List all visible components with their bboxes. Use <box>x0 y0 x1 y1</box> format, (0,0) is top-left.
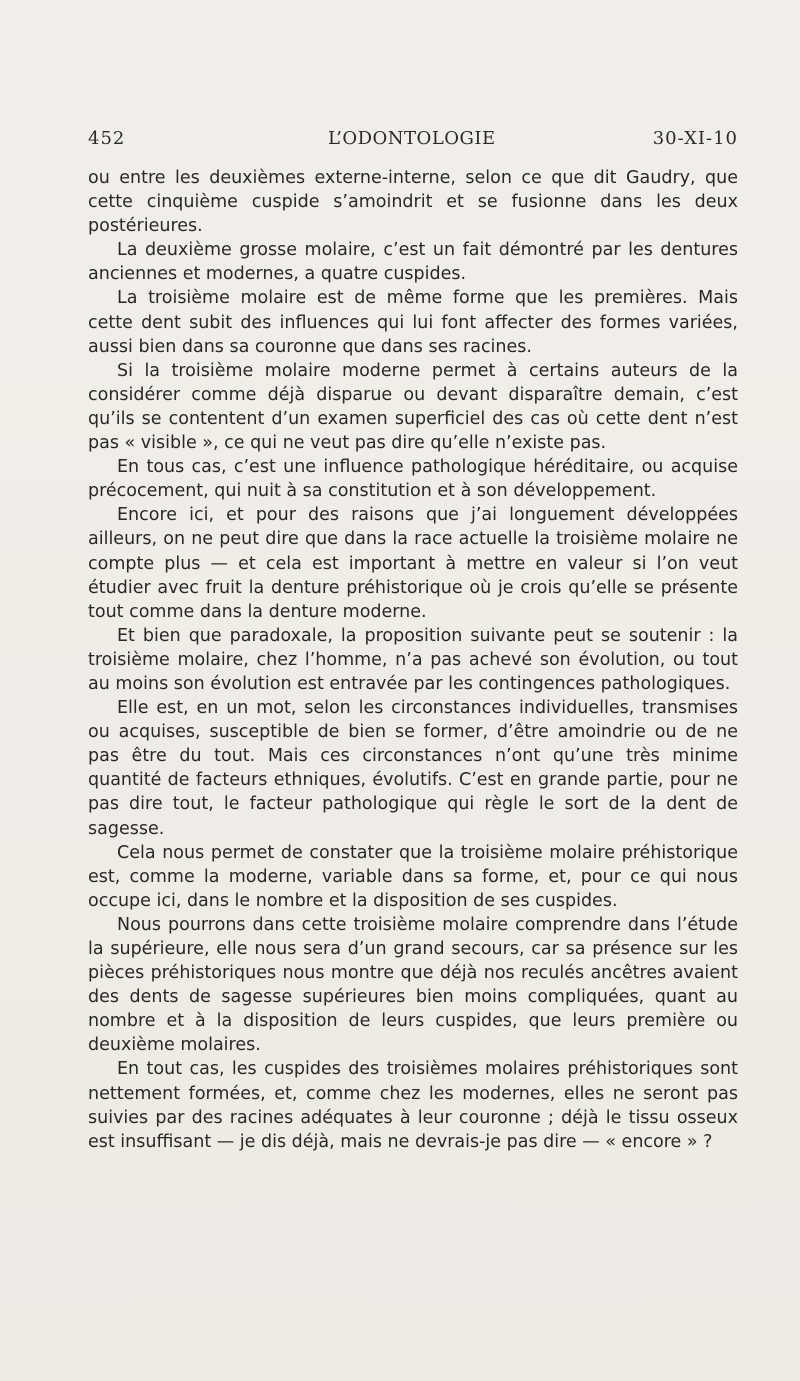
paragraph: ou entre les deuxièmes externe-interne, selon ce que dit Gaudry, que cette cinquième cuspide s’amoindrit et se fusionne dans les deux postérieures. <box>88 168 738 237</box>
paragraph: Elle est, en un mot, selon les circonstances individuelles, transmises ou acquises, susceptible de bien se former, d’être amoindrie ou de ne pas être du tout. Mais ces circonstances n’ont qu’une très minime quantité de facteurs ethniques, évolutifs. C’est en grande partie, pour ne pas dire tout, le facteur pathologique qui règle le sort de la dent de sagesse. <box>88 698 738 839</box>
journal-title: L’ODONTOLOGIE <box>328 128 496 149</box>
paragraph: Cela nous permet de constater que la troisième molaire préhistorique est, comme la moderne, variable dans sa forme, et, pour ce qui nous occupe ici, dans le nombre et la disposition de ses cuspides. <box>88 842 738 911</box>
page-number: 452 <box>88 128 126 149</box>
body-text <box>88 166 738 1154</box>
paragraph: Et bien que paradoxale, la proposition suivante peut se soutenir : la troisième molaire, chez l’homme, n’a pas achevé son évolution, ou tout au moins son évolution est entravée par les contingences pathologiques. <box>88 625 738 694</box>
paragraph: Si la troisième molaire moderne permet à certains auteurs de la considérer comme déjà disparue ou devant disparaître demain, c’est qu’ils se contentent d’un examen superficiel des cas où cette dent n’est pas « visible », ce qui ne veut pas dire qu’elle n’existe pas. <box>88 360 738 454</box>
issue-date: 30-XI-10 <box>652 128 738 149</box>
paragraph: Encore ici, et pour des raisons que j’ai longuement développées ailleurs, on ne peut dire que dans la race actuelle la troisième molaire ne compte plus — et cela est important à mettre en valeur si l’on veut étudier avec fruit la denture préhistorique où je crois qu’elle se présente tout comme dans la denture moderne. <box>88 505 738 622</box>
running-header <box>88 128 738 158</box>
paragraph: La deuxième grosse molaire, c’est un fait démontré par les dentures anciennes et modernes, a quatre cuspides. <box>88 240 738 285</box>
paragraph: La troisième molaire est de même forme que les premières. Mais cette dent subit des influences qui lui font affecter des formes variées, aussi bien dans sa couronne que dans ses racines. <box>88 288 738 357</box>
paragraph: Nous pourrons dans cette troisième molaire comprendre dans l’étude la supérieure, elle nous sera d’un grand secours, car sa présence sur les pièces préhistoriques nous montre que déjà nos reculés ancêtres avaient des dents de sagesse supérieures bien moins compliquées, quant au nombre et à la disposition de leurs cuspides, que leurs première ou deuxième molaires. <box>88 914 738 1056</box>
paragraph: En tous cas, c’est une influence pathologique héréditaire, ou acquise précocement, qui nuit à sa constitution et à son développement. <box>88 457 738 502</box>
paragraph: En tout cas, les cuspides des troisièmes molaires préhistoriques sont nettement formées, et, comme chez les modernes, elles ne seront pas suivies par des racines adéquates à leur couronne ; déjà le tissu osseux est insuffisant — je dis déjà, mais ne devrais-je pas dire — « encore » ? <box>88 1059 738 1152</box>
